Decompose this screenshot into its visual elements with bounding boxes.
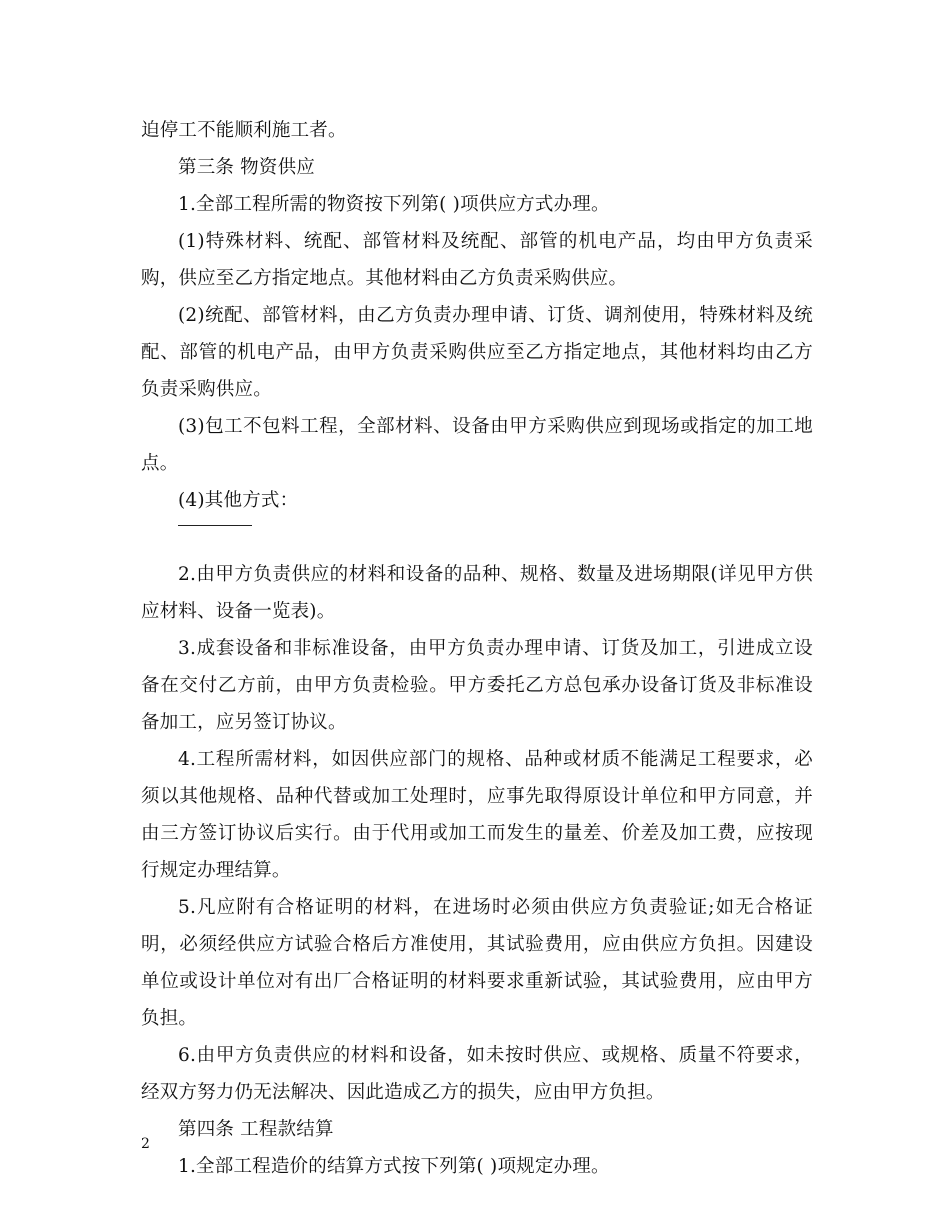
clause-2-paragraph: 2.由甲方负责供应的材料和设备的品种、规格、数量及进场期限(详见甲方供应材料、设备一览表)。 — [141, 564, 813, 622]
document-body — [141, 112, 813, 1185]
fill-in-blank-line — [141, 519, 813, 556]
article-four-heading: 第四条 工程款结算 — [178, 1119, 334, 1140]
option-1-paragraph: (1)特殊材料、统配、部管材料及统配、部管的机电产品，均由甲方负责采购，供应至乙方指定地点。其他材料由乙方负责采购供应。 — [141, 231, 813, 289]
article-three-heading: 第三条 物资供应 — [178, 157, 315, 178]
clause-4-paragraph: 4.工程所需材料，如因供应部门的规格、品种或材质不能满足工程要求，必须以其他规格、品种代替或加工处理时，应事先取得原设计单位和甲方同意，并由三方签订协议后实行。由于代用或加工而发生的量差、价差及加工费，应按现行规定办理结算。 — [141, 749, 813, 881]
page-number: 2 — [141, 1136, 150, 1152]
clause-3-paragraph: 3.成套设备和非标准设备，由甲方负责办理申请、订货及加工，引进成立设备在交付乙方前，由甲方负责检验。甲方委托乙方总包承办设备订货及非标准设备加工，应另签订协议。 — [141, 638, 813, 733]
option-4-paragraph: (4)其他方式： — [178, 490, 299, 511]
article-four-clause-1: 1.全部工程造价的结算方式按下列第( )项规定办理。 — [178, 1156, 610, 1177]
option-2-paragraph: (2)统配、部管材料，由乙方负责办理申请、订货、调剂使用，特殊材料及统配、部管的机电产品，由甲方负责采购供应至乙方指定地点，其他材料均由乙方负责采购供应。 — [141, 305, 813, 400]
blank-underline — [178, 525, 252, 526]
paragraph-continuation: 迫停工不能顺利施工者。 — [141, 120, 347, 141]
option-3-paragraph: (3)包工不包料工程，全部材料、设备由甲方采购供应到现场或指定的加工地点。 — [141, 416, 813, 474]
clause-5-paragraph: 5.凡应附有合格证明的材料，在进场时必须由供应方负责验证;如无合格证明，必须经供应方试验合格后方准使用，其试验费用，应由供应方负担。因建设单位或设计单位对有出厂合格证明的材料要求重新试验，其试验费用，应由甲方负担。 — [141, 897, 813, 1029]
clause-1-supply-method: 1.全部工程所需的物资按下列第( )项供应方式办理。 — [178, 194, 610, 215]
clause-6-paragraph: 6.由甲方负责供应的材料和设备，如未按时供应、或规格、质量不符要求，经双方努力仍无法解决、因此造成乙方的损失，应由甲方负担。 — [141, 1045, 813, 1103]
